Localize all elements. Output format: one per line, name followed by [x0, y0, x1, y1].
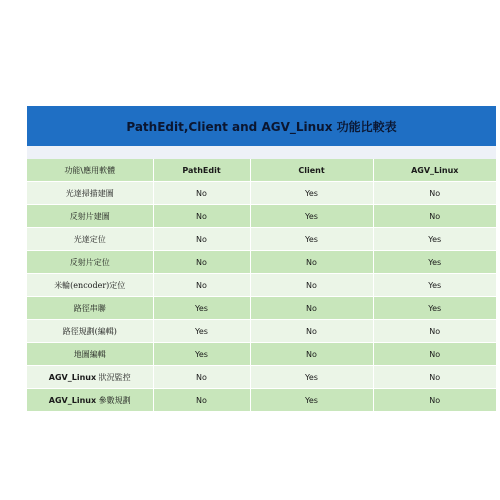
- agv-linux-cell: Yes: [373, 297, 496, 320]
- feature-prefix: AGV_Linux: [48, 395, 97, 405]
- header-agv-linux: AGV_Linux: [373, 159, 496, 182]
- feature-cell: 反射片定位: [27, 251, 153, 274]
- feature-cell: 米輪(encoder)定位: [27, 274, 153, 297]
- pathedit-cell: No: [153, 366, 250, 389]
- agv-linux-cell: Yes: [373, 228, 496, 251]
- table-row: [27, 320, 496, 343]
- feature-cell: AGV_Linux 狀況監控: [27, 366, 153, 389]
- title-bar: [27, 106, 496, 146]
- table-row: [27, 251, 496, 274]
- feature-prefix: AGV_Linux: [48, 372, 97, 382]
- pathedit-cell: No: [153, 182, 250, 205]
- agv-linux-cell: Yes: [373, 274, 496, 297]
- pathedit-cell: No: [153, 251, 250, 274]
- client-cell: No: [250, 251, 373, 274]
- client-cell: No: [250, 297, 373, 320]
- feature-cell: 地圖編輯: [27, 343, 153, 366]
- table-row: [27, 297, 496, 320]
- agv-linux-cell: No: [373, 182, 496, 205]
- feature-cell: 路徑串聯: [27, 297, 153, 320]
- table-row: [27, 182, 496, 205]
- header-row: [27, 159, 496, 182]
- comparison-table: [27, 159, 496, 412]
- pathedit-cell: No: [153, 228, 250, 251]
- table-row: [27, 205, 496, 228]
- client-cell: Yes: [250, 182, 373, 205]
- feature-cell: 光達定位: [27, 228, 153, 251]
- pathedit-cell: No: [153, 274, 250, 297]
- table-row: [27, 228, 496, 251]
- table-row: [27, 343, 496, 366]
- agv-linux-cell: Yes: [373, 251, 496, 274]
- table-row: [27, 366, 496, 389]
- pathedit-cell: Yes: [153, 297, 250, 320]
- feature-cell: 路徑規劃(編輯): [27, 320, 153, 343]
- client-cell: Yes: [250, 366, 373, 389]
- pathedit-cell: Yes: [153, 320, 250, 343]
- agv-linux-cell: No: [373, 205, 496, 228]
- pathedit-cell: No: [153, 389, 250, 412]
- table-title: PathEdit,Client and AGV_Linux 功能比較表: [126, 119, 397, 134]
- client-cell: Yes: [250, 205, 373, 228]
- client-cell: No: [250, 343, 373, 366]
- client-cell: No: [250, 320, 373, 343]
- client-cell: No: [250, 274, 373, 297]
- agv-linux-cell: No: [373, 389, 496, 412]
- agv-linux-cell: No: [373, 366, 496, 389]
- header-pathedit: PathEdit: [153, 159, 250, 182]
- table-row: [27, 274, 496, 297]
- feature-cell: 光達掃描建圖: [27, 182, 153, 205]
- comparison-slide: [27, 106, 496, 428]
- feature-cell: AGV_Linux 參數規劃: [27, 389, 153, 412]
- header-feature: 功能\應用軟體: [27, 159, 153, 182]
- client-cell: Yes: [250, 389, 373, 412]
- table-row: [27, 389, 496, 412]
- pathedit-cell: Yes: [153, 343, 250, 366]
- agv-linux-cell: No: [373, 320, 496, 343]
- header-client: Client: [250, 159, 373, 182]
- agv-linux-cell: No: [373, 343, 496, 366]
- spacer-band: [27, 146, 496, 159]
- pathedit-cell: No: [153, 205, 250, 228]
- feature-cell: 反射片建圖: [27, 205, 153, 228]
- client-cell: Yes: [250, 228, 373, 251]
